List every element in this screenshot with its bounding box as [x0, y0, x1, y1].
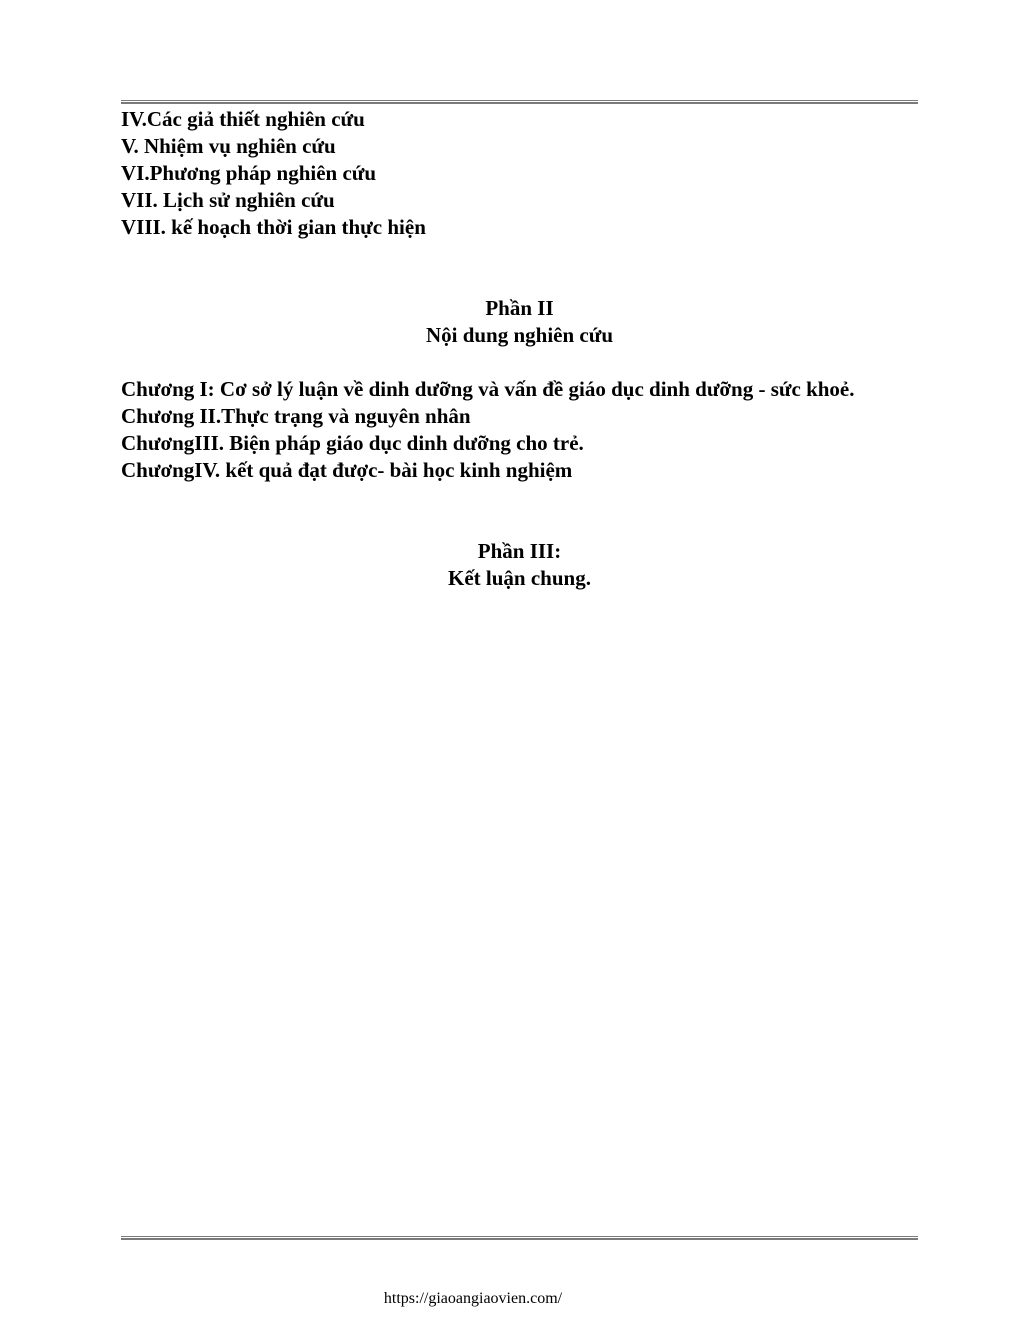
footer-rule	[121, 1236, 918, 1240]
header-rule	[121, 100, 918, 104]
part3-heading: Phần III:	[477, 539, 562, 563]
chapter-2: Chương II.Thực trạng và nguyên nhân	[121, 404, 471, 428]
chapter-1: Chương I: Cơ sở lý luận về dinh dưỡng và vấn đề giáo dục dinh dưỡng - sức khoẻ.	[121, 377, 855, 401]
outline-item-vi: VI.Phương pháp nghiên cứu	[121, 161, 377, 185]
chapter-4: ChươngIV. kết quả đạt được- bài học kinh nghiệm	[121, 458, 573, 482]
page-content	[121, 106, 918, 592]
part2-subtitle: Nội dung nghiên cứu	[425, 323, 614, 347]
outline-item-vii: VII. Lịch sử nghiên cứu	[121, 188, 335, 212]
footer-url[interactable]: https://giaoangiaovien.com/	[383, 1290, 563, 1307]
outline-item-viii: VIII. kế hoạch thời gian thực hiện	[121, 215, 426, 239]
outline-item-iv: IV.Các giả thiết nghiên cứu	[121, 107, 365, 131]
outline-item-v: V. Nhiệm vụ nghiên cứu	[121, 134, 336, 158]
part2-heading: Phần II	[485, 296, 554, 320]
part3-subtitle: Kết luận chung.	[448, 566, 591, 590]
chapter-3: ChươngIII. Biện pháp giáo dục dinh dưỡng cho trẻ.	[121, 431, 584, 455]
